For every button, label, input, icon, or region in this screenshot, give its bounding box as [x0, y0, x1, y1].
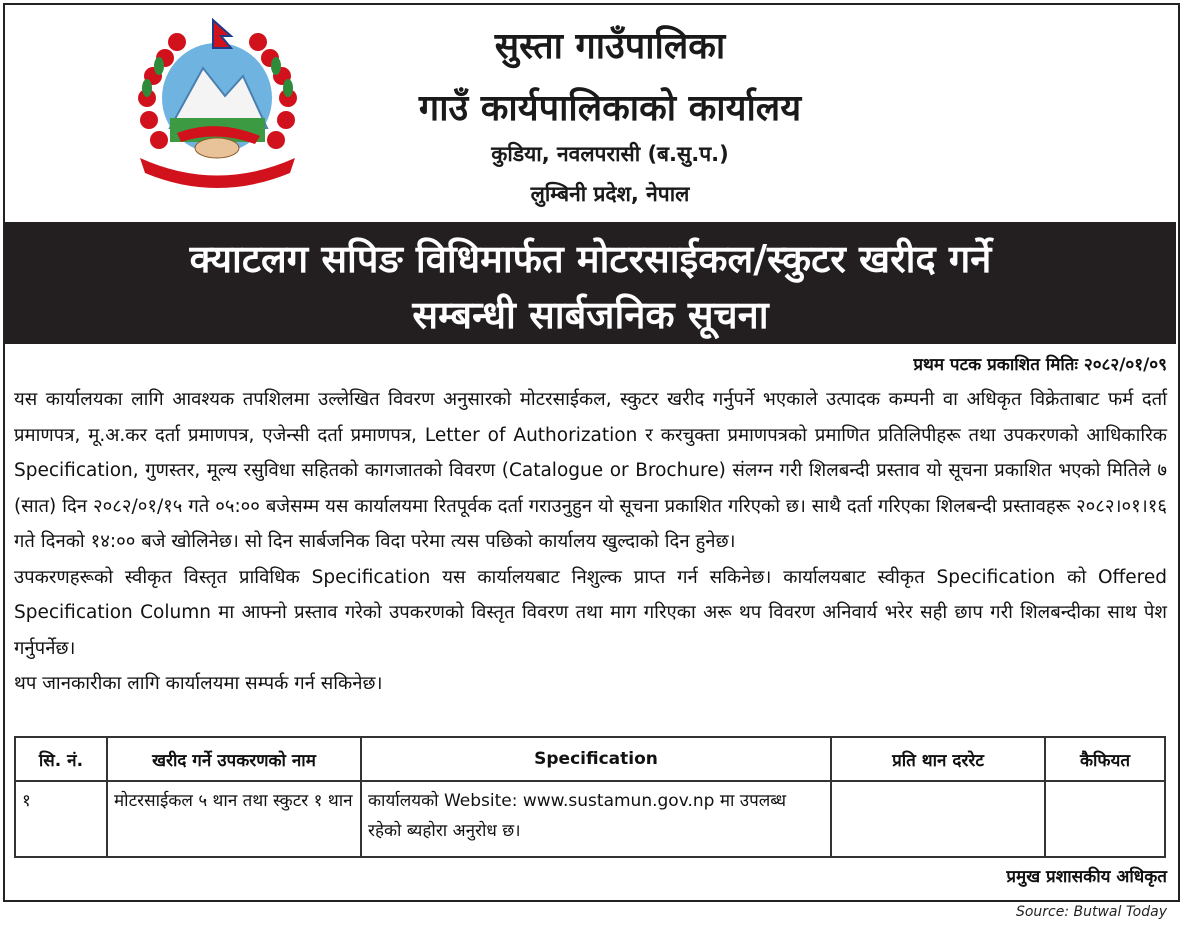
- cell-specification: कार्यालयको Website: www.sustamun.gov.np मा उपलब्ध रहेको ब्यहोरा अनुरोध छ।: [361, 781, 831, 857]
- table-row: [15, 781, 1165, 857]
- notice-paragraph-1: यस कार्यालयका लागि आवश्यक तपशिलमा उल्लेखित विवरण अनुसारको मोटरसाईकल, स्कुटर खरीद गर्नुपर्ने भएकाले उत्पादक कम्पनी वा अधिकृत विक्रेताबाट फर्म दर्ता प्रमाणपत्र, मू.अ.कर दर्ता प्रमाणपत्र, एजेन्सी दर्ता प्रमाणपत्र, Letter of Authorization र करचुक्ता प्रमाणपत्रको प्रमाणित प्रतिलिपीहरू तथा उपकरणको आधिकारिक Specification, गुणस्तर, मूल्य रसुविधा सहितको कागजातको विवरण (Catalogue or Brochure) संलग्न गरी शिलबन्दी प्रस्ताव यो सूचना प्रकाशित भएको मितिले ७ (सात) दिन २०८२/०१/१५ गते ०५:०० बजेसम्म यस कार्यालयमा रितपूर्वक दर्ता गराउनुहुन यो सूचना प्रकाशित गरिएको छ। साथै दर्ता गरिएका शिलबन्दी प्रस्तावहरू २०८२।०१।१६ गते दिनको १४:०० बजे खोलिनेछ। सो दिन सार्बजनिक विदा परेमा त्यस पछिको कार्यालय खुल्दाको दिन हुनेछ।: [14, 389, 1167, 552]
- col-unit-rate: प्रति थान दररेट: [831, 737, 1045, 781]
- notice-title-line1: क्याटलग सपिङ विधिमार्फत मोटरसाईकल/स्कुटर खरीद गर्ने: [189, 237, 992, 281]
- signature-title: प्रमुख प्रशासकीय अधिकृत: [1006, 867, 1167, 887]
- col-remarks: कैफियत: [1045, 737, 1165, 781]
- government-emblem-icon: [125, 18, 310, 188]
- org-name: सुस्ता गाउँपालिका: [494, 26, 726, 67]
- cell-serial: १: [15, 781, 107, 857]
- office-province: लुम्बिनी प्रदेश, नेपाल: [530, 182, 690, 206]
- cell-unit-rate: [831, 781, 1045, 857]
- notice-paragraph-3: थप जानकारीका लागि कार्यालयमा सम्पर्क गर्न सकिनेछ।: [14, 673, 383, 694]
- col-specification: Specification: [361, 737, 831, 781]
- table-header-row: [15, 737, 1165, 781]
- col-serial: सि. नं.: [15, 737, 107, 781]
- notice-title-banner: [5, 222, 1176, 344]
- notice-title-line2: सम्बन्धी सार्बजनिक सूचना: [412, 293, 769, 337]
- office-name: गाउँ कार्यपालिकाको कार्यालय: [418, 88, 802, 129]
- cell-remarks: [1045, 781, 1165, 857]
- col-item-name: खरीद गर्ने उपकरणको नाम: [107, 737, 361, 781]
- cell-item-name: मोटरसाईकल ५ थान तथा स्कुटर १ थान: [107, 781, 361, 857]
- notice-body: [14, 382, 1167, 702]
- items-table: [14, 736, 1166, 858]
- published-date: प्रथम पटक प्रकाशित मितिः २०८२/०१/०९: [913, 355, 1167, 375]
- office-address: कुडिया, नवलपरासी (ब.सु.प.): [491, 142, 729, 166]
- notice-paragraph-2: उपकरणहरूको स्वीकृत विस्तृत प्राविधिक Specification यस कार्यालयबाट निशुल्क प्राप्त गर्न सकिनेछ। कार्यालयबाट स्वीकृत Specification को Offered Specification Column मा आफ्नो प्रस्ताव गरेको उपकरणको विस्तृत विवरण तथा माग गरिएका अरू थप विवरण अनिवार्य भरेर सही छाप गरी शिलबन्दीका साथ पेश गर्नुपर्नेछ।: [14, 566, 1167, 659]
- source-credit: Source: Butwal Today: [1015, 904, 1167, 920]
